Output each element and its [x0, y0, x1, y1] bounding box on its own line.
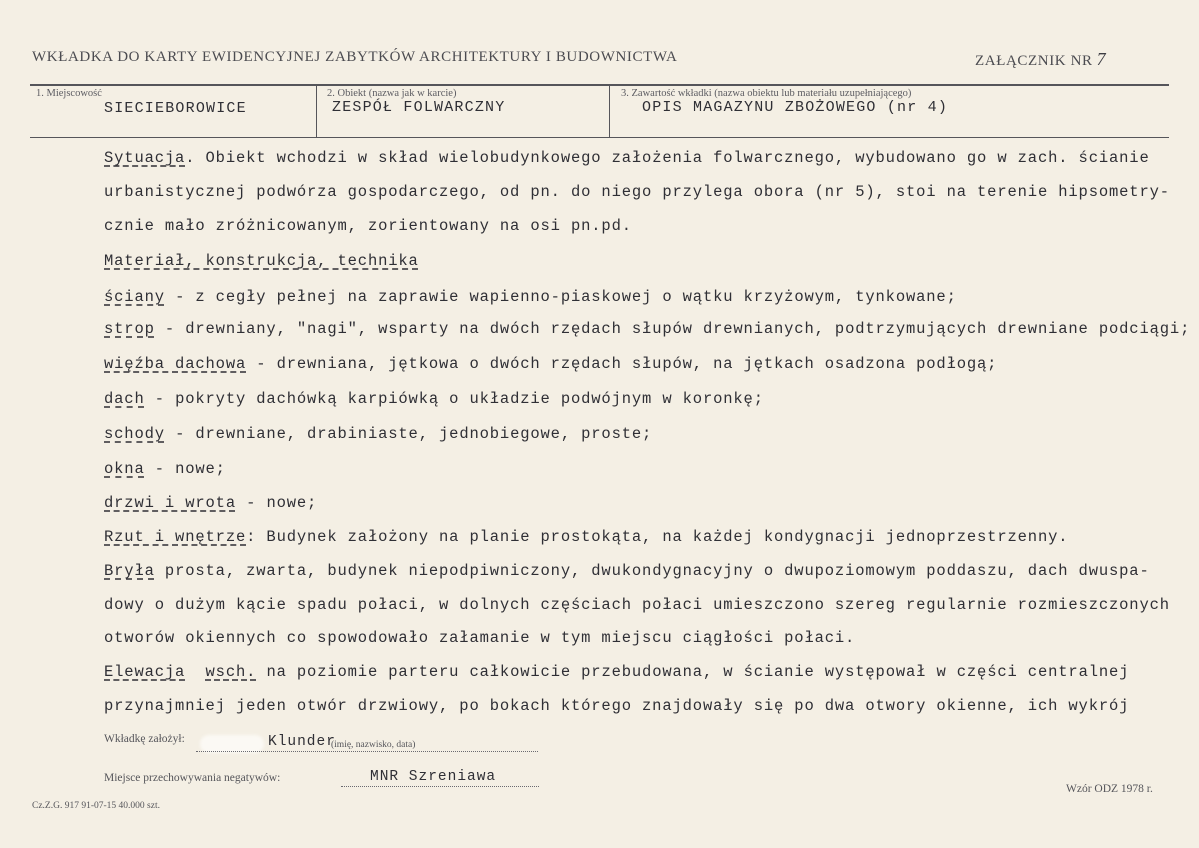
annex-number: 7 [1096, 49, 1107, 69]
heading-elevation-east: wsch. [205, 663, 257, 681]
author-value: Klunder [268, 734, 336, 750]
header-bottom-rule [30, 137, 1169, 138]
heading-stairs: schody [104, 425, 165, 443]
object-label: 2. Obiekt (nazwa jak w karcie) [327, 88, 457, 99]
text-situation: . Obiekt wchodzi w skład wielobudynkowego założenia folwarcznego, wybudowano go w zach. ścianie [185, 149, 1150, 167]
text-stairs: - drewniane, drabiniaste, jednobiegowe, proste; [164, 425, 653, 443]
text-mass: prosta, zwarta, budynek niepodpiwniczony, dwukondygnacyjny o dwupoziomowym poddaszu, dach dwuspa- [154, 562, 1150, 580]
body-line-roof [104, 390, 764, 408]
form-code: Wzór ODZ 1978 r. [1066, 783, 1153, 795]
body-line-elevation [104, 663, 1129, 681]
heading-elevation: Elewacja [104, 663, 186, 681]
annex-label [975, 49, 1106, 70]
storage-value: MNR Szreniawa [370, 769, 497, 785]
heading-situation: Sytuacja [104, 149, 186, 167]
field-divider-2 [609, 86, 610, 137]
body-line-17: przynajmniej jeden otwór drzwiowy, po bokach którego znajdowały się po dwa otwory okienne, ich wykrój [104, 697, 1130, 715]
text-roof: - pokryty dachówką karpiówką o układzie podwójnym w koronkę; [144, 390, 764, 408]
locality-value: SIECIEBOROWICE [104, 100, 247, 117]
body-line-roof-truss [104, 355, 997, 373]
object-value: ZESPÓŁ FOLWARCZNY [332, 99, 506, 116]
text-ceiling: - drewniany, "nagi", wsparty na dwóch rzędach słupów drewnianych, podtrzymujących drewniane podciągi; [154, 320, 1191, 338]
text-walls: - z cegły pełnej na zaprawie wapienno-piaskowej o wątku krzyżowym, tynkowane; [164, 288, 957, 306]
author-dotted-line [196, 751, 538, 752]
body-line-material [104, 252, 419, 270]
body-line-ceiling [104, 320, 1190, 338]
body-line-stairs [104, 425, 652, 443]
body-line-walls [104, 288, 957, 306]
content-label: 3. Zawartość wkładki (nazwa obiektu lub materiału uzupełniającego) [621, 88, 912, 99]
body-line-plan [104, 528, 1068, 546]
body-line-windows [104, 460, 226, 478]
body-line-14: dowy o dużym kącie spadu połaci, w dolnych częściach połaci umieszczono szereg regularnie rozmieszczonych [104, 596, 1170, 614]
heading-roof-truss: więźba dachowa [104, 355, 247, 373]
content-value: OPIS MAGAZYNU ZBOŻOWEGO (nr 4) [642, 99, 949, 116]
author-hint: (imię, nazwisko, data) [331, 740, 416, 750]
card-title: WKŁADKA DO KARTY EWIDENCYJNEJ ZABYTKÓW ARCHITEKTURY I BUDOWNICTWA [32, 49, 678, 65]
header-top-rule [30, 84, 1169, 86]
storage-dotted-line [341, 786, 539, 787]
text-plan: : Budynek założony na planie prostokąta, na każdej kondygnacji jednoprzestrzenny. [246, 528, 1069, 546]
heading-plan: Rzut i wnętrze [104, 528, 247, 546]
body-line-mass [104, 562, 1150, 580]
text-elevation: na poziomie parteru całkowicie przebudowana, w ścianie występował w części centralnej [256, 663, 1130, 681]
heading-material: Materiał, konstrukcja, technika [104, 252, 419, 270]
body-line-situation [104, 149, 1150, 167]
body-line-2: urbanistycznej podwórza gospodarczego, od pn. do niego przylega obora (nr 5), stoi na terenie hipsometry- [104, 183, 1170, 201]
text-doors: - nowe; [235, 494, 318, 512]
heading-doors: drzwi i wrota [104, 494, 236, 512]
locality-label: 1. Miejscowość [36, 88, 102, 99]
body-line-3: cznie mało zróżnicowanym, zorientowany na osi pn.pd. [104, 217, 632, 235]
heading-roof: dach [104, 390, 145, 408]
heading-windows: okna [104, 460, 145, 478]
heading-mass: Bryła [104, 562, 155, 580]
storage-label: Miejsce przechowywania negatywów: [104, 772, 281, 784]
body-line-doors [104, 494, 317, 512]
field-divider-1 [316, 86, 317, 137]
heading-ceiling: strop [104, 320, 155, 338]
annex-label-text: ZAŁĄCZNIK NR [975, 53, 1093, 69]
text-windows: - nowe; [144, 460, 226, 478]
heading-walls: ściany [104, 288, 165, 306]
body-line-15: otworów okiennych co spowodowało załamanie w tym miejscu ciągłości połaci. [104, 629, 856, 647]
author-label: Wkładkę założył: [104, 733, 185, 745]
text-roof-truss: - drewniana, jętkowa o dwóch rzędach słupów, na jętkach osadzona podłogą; [246, 355, 998, 373]
print-info: Cz.Z.G. 917 91-07-15 40.000 szt. [32, 801, 160, 811]
